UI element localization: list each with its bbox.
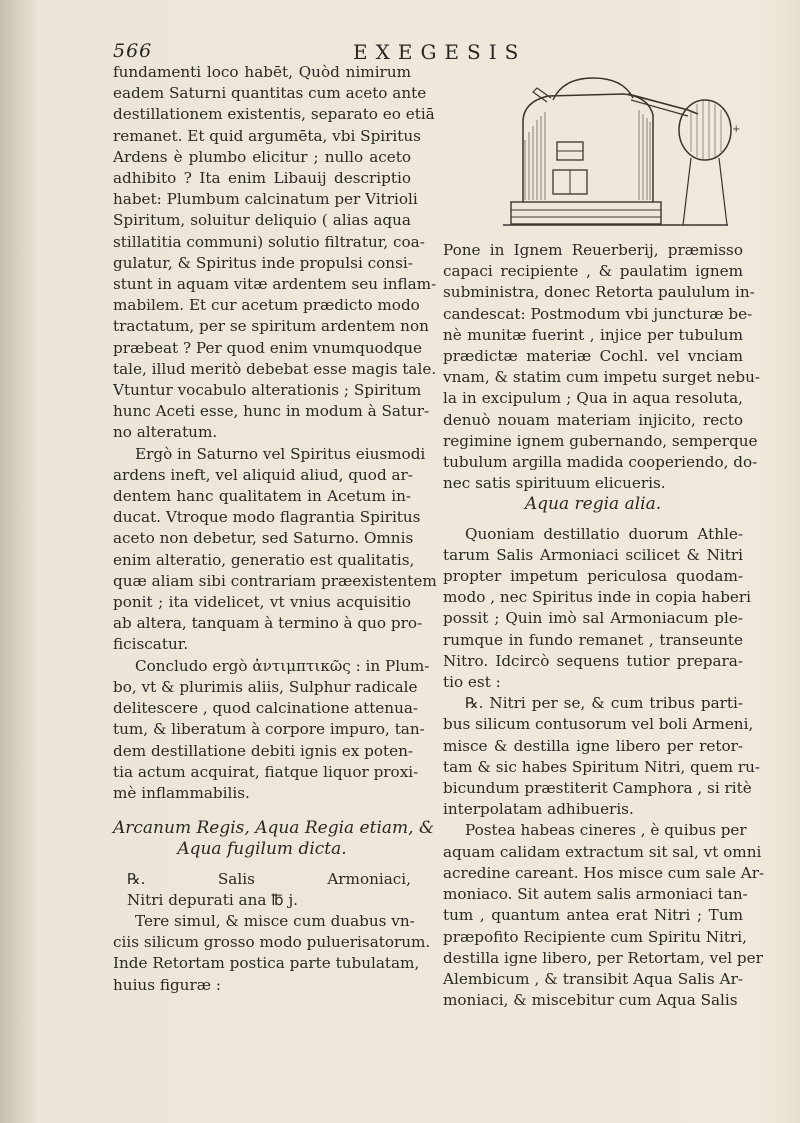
recipe xyxy=(113,869,411,911)
text-line: candescat: Postmodum vbi juncturæ be- xyxy=(443,304,753,323)
text-line: ardens ineft, vel aliquid aliud, quod ar- xyxy=(113,465,413,484)
text-line: fundamenti loco habēt, Quòd nimirum xyxy=(113,63,411,81)
text-line: nè munitæ fuerint , injice per tubulum xyxy=(443,325,743,344)
text-line: tractatum, per se spiritum ardentem non xyxy=(113,317,429,336)
text-line: Alembicum , & transibit Aqua Salis Ar- xyxy=(443,969,743,988)
text-line: subministra, donec Retorta paululum in- xyxy=(443,283,755,302)
running-title: EXEGESIS xyxy=(353,40,527,64)
text-line: interpolatam adhibueris. xyxy=(443,800,634,819)
text-line: bus silicum contusorum vel boli Armeni, xyxy=(443,715,754,734)
text-line: la in excipulum ; Qua in aqua resoluta, xyxy=(443,389,743,408)
text-line: ℞. Salis Armoniaci, xyxy=(127,869,411,888)
right-column xyxy=(443,62,765,1011)
text-line: tarum Salis Armoniaci scilicet & Nitri xyxy=(443,545,743,564)
text-line: ducat. Vtroque modo flagrantia Spiritus xyxy=(113,508,421,527)
text-line: regimine ignem gubernando, semperque xyxy=(443,431,758,450)
text-line: stunt in aquam vitæ ardentem seu inflam- xyxy=(113,275,437,294)
right-paragraph-4 xyxy=(443,820,765,1011)
text-line: moniaci, & miscebitur cum Aqua Salis xyxy=(443,991,738,1010)
text-line: quæ aliam sibi contrariam præexistentem xyxy=(113,571,437,590)
text-line: dentem hanc qualitatem in Acetum in- xyxy=(113,487,411,506)
text-line: stillatitia communi) solutio filtratur, coa- xyxy=(113,232,425,251)
text-line: adhibito ? Ita enim Libauij descriptio xyxy=(113,169,411,188)
text-line: Ardens è plumbo elicitur ; nullo aceto xyxy=(113,147,411,166)
text-line: gulatur, & Spiritus inde propulsi consi- xyxy=(113,253,413,272)
text-line: Vtuntur vocabulo alterationis ; Spiritum xyxy=(113,381,422,400)
right-paragraph-1 xyxy=(443,240,761,494)
text-line: Ergò in Saturno vel Spiritus eiusmodi xyxy=(135,444,426,463)
text-line: delitescere , quod calcinatione attenua- xyxy=(113,699,419,718)
text-line: ficiscatur. xyxy=(113,635,189,654)
text-line: habet: Plumbum calcinatum per Vitrioli xyxy=(113,190,418,209)
text-line: tum, & liberatum à corpore impuro, tan- xyxy=(113,720,425,739)
text-line: tubulum argilla madida cooperiendo, do- xyxy=(443,453,758,472)
text-line: præpofito Recipiente cum Spiritu Nitri, xyxy=(443,927,747,946)
text-line: mè inflammabilis. xyxy=(113,783,250,802)
text-line: Pone in Ignem Reuerberij, præmisso xyxy=(443,241,743,259)
text-line: propter impetum periculosa quodam- xyxy=(443,567,743,586)
text-line: destilla igne libero, per Retortam, vel per xyxy=(443,948,763,967)
text-line: rumque in fundo remanet , transeunte xyxy=(443,630,743,649)
text-line: ciis silicum grosso modo puluerisatorum. xyxy=(113,933,431,952)
text-line: Nitro. Idcircò sequens tutior prepara- xyxy=(443,651,743,670)
text-line: tum , quantum antea erat Nitri ; Tum xyxy=(443,906,743,925)
text-line: aquam calidam extractum sit sal, vt omni xyxy=(443,842,762,861)
left-paragraph-3 xyxy=(113,656,430,804)
right-paragraph-3 xyxy=(443,693,761,820)
left-paragraph-4 xyxy=(113,911,431,996)
text-line: huius figuræ : xyxy=(113,975,221,994)
text-line: possit ; Quin imò sal Armoniacum ple- xyxy=(443,609,743,628)
text-line: misce & destilla igne libero per retor- xyxy=(443,736,743,755)
page-gutter-shadow xyxy=(0,0,40,1123)
text-line: moniaco. Sit autem salis armoniaci tan- xyxy=(443,885,748,904)
text-line: dem destillatione debiti ignis ex poten- xyxy=(113,741,414,760)
right-paragraph-2 xyxy=(443,524,752,694)
text-line: Nitri depurati ana ℔ j. xyxy=(127,890,299,909)
text-line: Arcanum Regis, Aqua Regia etiam, & xyxy=(113,818,435,839)
text-line: ab altera, tanquam à termino à quo pro- xyxy=(113,614,423,633)
text-line: nec satis spirituum elicueris. xyxy=(443,474,666,493)
svg-text:+: + xyxy=(732,124,741,135)
text-line: Spiritum, soluitur deliquio ( alias aqua xyxy=(113,211,411,230)
text-line: Postea habeas cineres , è quibus per xyxy=(465,821,747,840)
text-line: ponit ; ita videlicet, vt vnius acquisitio xyxy=(113,593,411,612)
text-line: Concludo ergò ἀντιμπτικῶς : in Plum- xyxy=(135,656,430,675)
text-line: præbeat ? Per quod enim vnumquodque xyxy=(113,338,422,357)
text-line: no alteratum. xyxy=(113,423,218,442)
text-line: tale, illud meritò debebat esse magis tale. xyxy=(113,359,437,378)
text-line: ℞. Nitri per se, & cum tribus parti- xyxy=(465,694,743,713)
left-column xyxy=(113,62,437,996)
text-line: eadem Saturni quantitas cum aceto ante xyxy=(113,84,427,103)
text-line: acredine careant. Hos misce cum sale Ar- xyxy=(443,863,765,882)
text-line: hunc Aceti esse, hunc in modum à Satur- xyxy=(113,402,430,421)
section-heading-arcanum xyxy=(113,818,435,860)
text-line: Inde Retortam postica parte tubulatam, xyxy=(113,954,420,973)
text-line: Tere simul, & misce cum duabus vn- xyxy=(135,911,415,930)
text-line: Quoniam destillatio duorum Athle- xyxy=(465,524,743,543)
text-line: bicundum præstiterit Camphora , si ritè xyxy=(443,779,752,798)
text-line: vnam, & statim cum impetu surget nebu- xyxy=(443,368,761,387)
page-number: 566 xyxy=(113,40,153,62)
text-line: capaci recipiente , & paulatim ignem xyxy=(443,262,743,281)
text-line: prædictæ materiæ Cochl. vel vnciam xyxy=(443,347,743,366)
left-paragraph-2 xyxy=(113,444,437,656)
text-line: destillationem existentis, separato eo etiā xyxy=(113,105,435,124)
text-line: aceto non debetur, sed Saturno. Omnis xyxy=(113,529,414,548)
retort-furnace-illustration xyxy=(443,70,741,236)
text-line: mabilem. Et cur acetum prædicto modo xyxy=(113,296,420,315)
text-line: tam & sic habes Spiritum Nitri, quem ru- xyxy=(443,757,761,776)
text-line: tia actum acquirat, fiatque liquor proxi- xyxy=(113,762,419,781)
section-heading-aqua-regia-alia: Aqua regia alia. xyxy=(524,494,662,515)
text-line: Aqua fugilum dicta. xyxy=(177,839,347,860)
text-line: remanet. Et quid argumēta, vbi Spiritus xyxy=(113,126,421,145)
text-line: denuò nouam materiam injicito, recto xyxy=(443,410,743,429)
text-line: modo , nec Spiritus inde in copia haberi xyxy=(443,588,752,607)
text-line: tio est : xyxy=(443,673,501,692)
left-paragraph-1 xyxy=(113,62,437,444)
text-line: enim alteratio, generatio est qualitatis, xyxy=(113,550,415,569)
text-line: bo, vt & plurimis aliis, Sulphur radicale xyxy=(113,677,418,696)
retort-furnace-icon xyxy=(443,70,741,236)
